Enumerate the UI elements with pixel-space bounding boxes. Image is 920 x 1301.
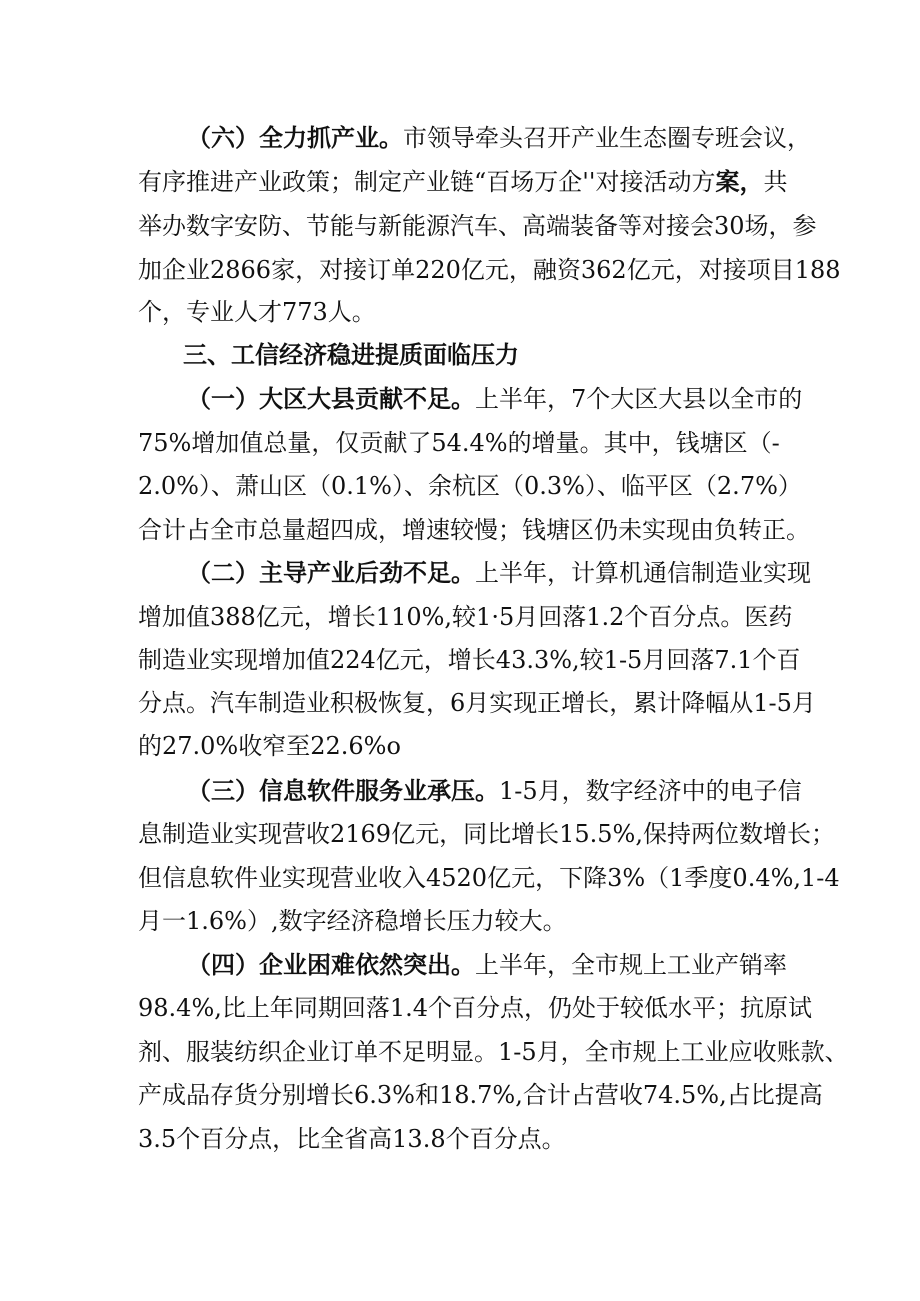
heading-3: 三、工信经济稳进提质面临压力 [183,340,519,369]
para1-line-1-text: 上半年，7个大区大县以全市的 [475,385,803,413]
section6-line-4: 加企业2866家，对接订单220亿元，融资362亿元，对接项目188 [138,256,841,284]
para4-line-2: 98.4%,比上年同期回落1.4个百分点，仍处于较低水平；抗原试 [138,994,813,1022]
para4-line-5: 3.5个百分点，比全省高13.8个百分点。 [138,1125,566,1153]
para4-line-4: 产成品存货分别增长6.3%和18.7%,合计占营收74.5%,占比提高 [138,1081,823,1109]
section6-line-2 [138,167,787,197]
para1-line-1 [187,384,802,414]
section6-line-5: 个，专业人才773人。 [138,298,376,326]
para3-line-3: 但信息软件业实现营业收入4520亿元，下降3%（1季度0.4%,1-4 [138,864,840,892]
para4-line-3: 剂、服装纺织企业订单不足明显。1-5月，全市规上工业应收账款、 [138,1038,849,1066]
para3-title: （三）信息软件服务业承压。 [187,776,499,805]
para2-line-2: 增加值388亿元，增长110%,较1·5月回落1.2个百分点。医药 [138,603,793,631]
para3-line-1-text: 1-5月，数字经济中的电子信 [499,777,802,805]
para1-title: （一）大区大县贡献不足。 [187,384,475,413]
section6-title: （六）全力抓产业。 [187,123,403,152]
section6-line-2-a: 有序推进产业政策；制定产业链“百场万企''对接活动方 [138,168,716,196]
para2-line-4: 分点。汽车制造业积极恢复，6月实现正增长，累计降幅从1-5月 [138,689,816,717]
para4-line-1-text: 上半年，全市规上工业产销率 [475,951,787,979]
section6-line-2-c: 共 [763,168,788,196]
para1-line-3: 2.0%）、萧山区（0.1%）、余杭区（0.3%）、临平区（2.7%） [138,472,802,500]
para4-title: （四）企业困难依然突出。 [187,950,475,979]
para1-line-4: 合计占全市总量超四成，增速较慢；钱塘区仍未实现由负转正。 [138,516,810,544]
para2-title: （二）主导产业后劲不足。 [187,558,475,587]
para3-line-4: 月一1.6%）,数字经济稳增长压力较大。 [138,907,567,935]
section6-line-1-text: 市领导牵头召开产业生态圈专班会议， [403,124,811,152]
section6-line-2-b: 案， [715,167,764,196]
para2-line-1-text: 上半年，计算机通信制造业实现 [475,559,811,587]
para1-line-2: 75%增加值总量，仅贡献了54.4%的增量。其中，钱塘区（- [138,429,780,457]
para3-line-2: 息制造业实现营收2169亿元，同比增长15.5%,保持两位数增长； [138,820,835,848]
para2-line-3: 制造业实现增加值224亿元，增长43.3%,较1-5月回落7.1个百 [138,646,801,674]
section6-line-1 [187,123,811,153]
para4-line-1 [187,950,787,980]
section6-line-3: 举办数字安防、节能与新能源汽车、高端装备等对接会30场，参 [138,212,817,240]
para3-line-1 [187,776,802,806]
para2-line-5: 的27.0%收窄至22.6%o [138,732,401,760]
para2-line-1 [187,558,811,588]
